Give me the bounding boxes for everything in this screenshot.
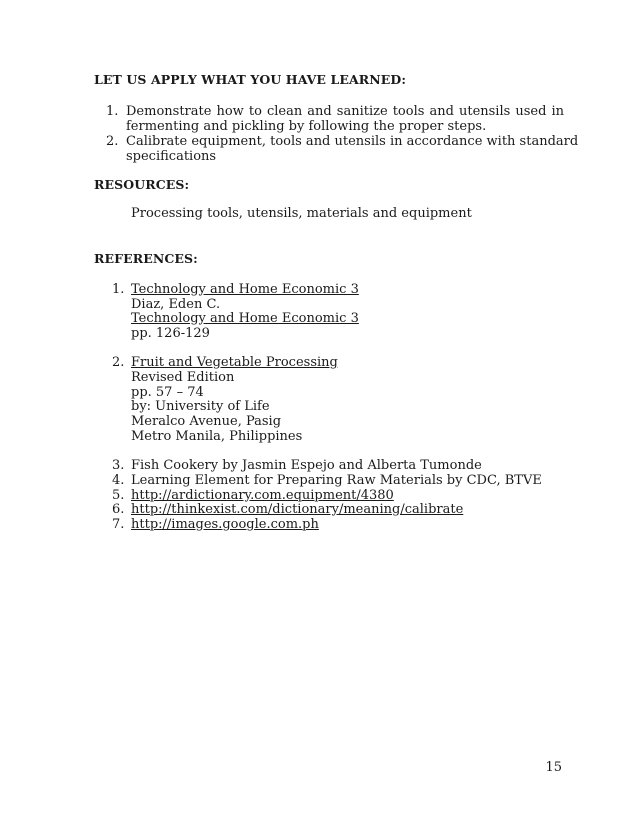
ref-1-number: 1. <box>112 282 125 297</box>
ref-3-text: Fish Cookery by Jasmin Espejo and Alberta Tumonde <box>131 458 482 473</box>
ref-1-title-2: Technology and Home Economic 3 <box>131 311 359 326</box>
ref-4-number: 4. <box>112 473 125 488</box>
ref-5-link[interactable]: http://ardictionary.com.equipment/4380 <box>131 488 394 503</box>
ref-7-link[interactable]: http://images.google.com.ph <box>131 517 319 532</box>
ref-2-edition: Revised Edition <box>131 370 235 385</box>
ref-6-number: 6. <box>112 502 125 517</box>
ref-5-number: 5. <box>112 488 125 503</box>
apply-item-2-number: 2. <box>106 134 119 149</box>
apply-item-2-line-2: specifications <box>126 149 217 164</box>
ref-2-address-1: Meralco Avenue, Pasig <box>131 414 282 429</box>
references-heading: REFERENCES: <box>94 251 198 266</box>
resources-text: Processing tools, utensils, materials and equipment <box>131 206 472 221</box>
ref-4-text: Learning Element for Preparing Raw Materials by CDC, BTVE <box>131 473 542 488</box>
ref-2-pages: pp. 57 – 74 <box>131 385 204 400</box>
ref-2-address-2: Metro Manila, Philippines <box>131 429 303 444</box>
ref-1-title: Technology and Home Economic 3 <box>131 282 359 297</box>
ref-1-author: Diaz, Eden C. <box>131 297 221 312</box>
ref-3-number: 3. <box>112 458 125 473</box>
apply-item-1-line-2: fermenting and pickling by following the proper steps. <box>126 119 487 134</box>
apply-item-1-line-1: Demonstrate how to clean and sanitize tools and utensils used in <box>126 104 564 119</box>
ref-2-number: 2. <box>112 355 125 370</box>
ref-2-by: by: University of Life <box>131 399 270 414</box>
resources-heading: RESOURCES: <box>94 177 190 192</box>
ref-2-title: Fruit and Vegetable Processing <box>131 355 338 370</box>
apply-item-2-line-1: Calibrate equipment, tools and utensils in accordance with standard <box>126 134 579 149</box>
ref-6-link[interactable]: http://thinkexist.com/dictionary/meaning/calibrate <box>131 502 464 517</box>
ref-7-number: 7. <box>112 517 125 532</box>
ref-1-pages: pp. 126-129 <box>131 326 210 341</box>
apply-item-1-number: 1. <box>106 104 119 119</box>
apply-heading: LET US APPLY WHAT YOU HAVE LEARNED: <box>94 72 407 87</box>
page-number: 15 <box>545 760 562 775</box>
